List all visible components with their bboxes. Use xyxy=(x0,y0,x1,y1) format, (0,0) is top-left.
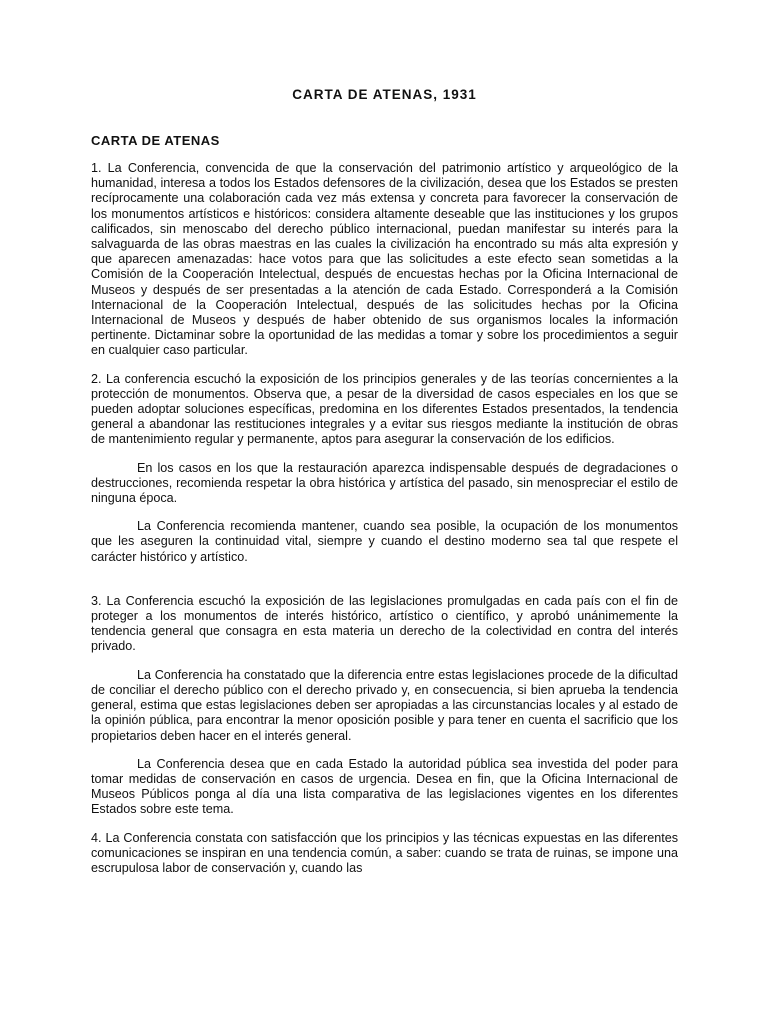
paragraph-1: 1. La Conferencia, convencida de que la conservación del patrimonio artístico y arqueológico de la humanidad, interesa a todos los Estados defensores de la civilización, desea que los Estados se presten recíprocamente una colaboración cada vez más extensa y concreta para favorecer la conservación de los monumentos artísticos e históricos: considera altamente deseable que las instituciones y los grupos calificados, sin menoscabo del derecho público internacional, puedan manifestar su interés para la salvaguarda de las obras maestras en las cuales la civilización ha encontrado su más alta expresión y que aparecen amenazadas: hace votos para que las solicitudes a este efecto sean sometidas a la Comisión de la Cooperación Intelectual, después de encuestas hechas por la Oficina Internacional de Museos y después de ser presentadas a la atención de cada Estado. Corresponderá a la Comisión Internacional de la Cooperación Intelectual, después de las solicitudes hechas por la Oficina Internacional de Museos y después de haber obtenido de sus organismos locales la información pertinente. Dictaminar sobre la oportunidad de las medidas a tomar y sobre los procedimientos a seguir en cualquier caso particular. xyxy=(91,161,678,358)
paragraph-2-occupation: La Conferencia recomienda mantener, cuando sea posible, la ocupación de los monumentos que les aseguren la continuidad vital, siempre y cuando el destino moderno sea tal que respete el carácter histórico y artístico. xyxy=(91,519,678,564)
paragraph-3-authority: La Conferencia desea que en cada Estado la autoridad pública sea investida del poder para tomar medidas de conservación en casos de urgencia. Desea en fin, que la Oficina Internacional de Museos Públicos ponga al día una lista comparativa de las legislaciones vigentes en los diferentes Estados sobre este tema. xyxy=(91,756,678,817)
paragraph-2-restoration: En los casos en los que la restauración aparezca indispensable después de degradaciones o destrucciones, recomienda respetar la obra histórica y artística del pasado, sin menospreciar el estilo de ninguna época. xyxy=(91,460,678,506)
document-title: CARTA DE ATENAS, 1931 xyxy=(292,87,477,102)
document-page xyxy=(91,86,678,876)
paragraph-3: 3. La Conferencia escuchó la exposición de las legislaciones promulgadas en cada país con el fin de proteger a los monumentos de interés histórico, artístico o científico, y aprobó unánimemente la tendencia general que consagra en esta materia un derecho de la colectividad en contra del interés privado. xyxy=(91,593,678,654)
document-subtitle: CARTA DE ATENAS xyxy=(91,133,220,148)
paragraph-4: 4. La Conferencia constata con satisfacción que los principios y las técnicas expuestas en las diferentes comunicaciones se inspiran en una tendencia común, a saber: cuando se trata de ruinas, se impone una escrupulosa labor de conservación y, cuando las xyxy=(91,830,678,875)
paragraph-3-legislation: La Conferencia ha constatado que la diferencia entre estas legislaciones procede de la dificultad de conciliar el derecho público con el derecho privado y, en consecuencia, si bien aprueba la tendencia general, estima que estas legislaciones deben ser apropiadas a las circunstancias locales y al estado de la opinión pública, para encontrar la menor oposición posible y para tener en cuenta el sacrificio que los propietarios deben hacer en el interés general. xyxy=(91,667,678,743)
paragraph-2: 2. La conferencia escuchó la exposición de los principios generales y de las teorías concernientes a la protección de monumentos. Observa que, a pesar de la diversidad de casos especiales en los que se pueden adoptar soluciones específicas, predomina en los diferentes Estados presentados, la tendencia general a abandonar las restituciones integrales y a evitar sus riesgos mediante la institución de obras de mantenimiento regular y permanente, aptos para asegurar la conservación de los edificios. xyxy=(91,371,678,447)
